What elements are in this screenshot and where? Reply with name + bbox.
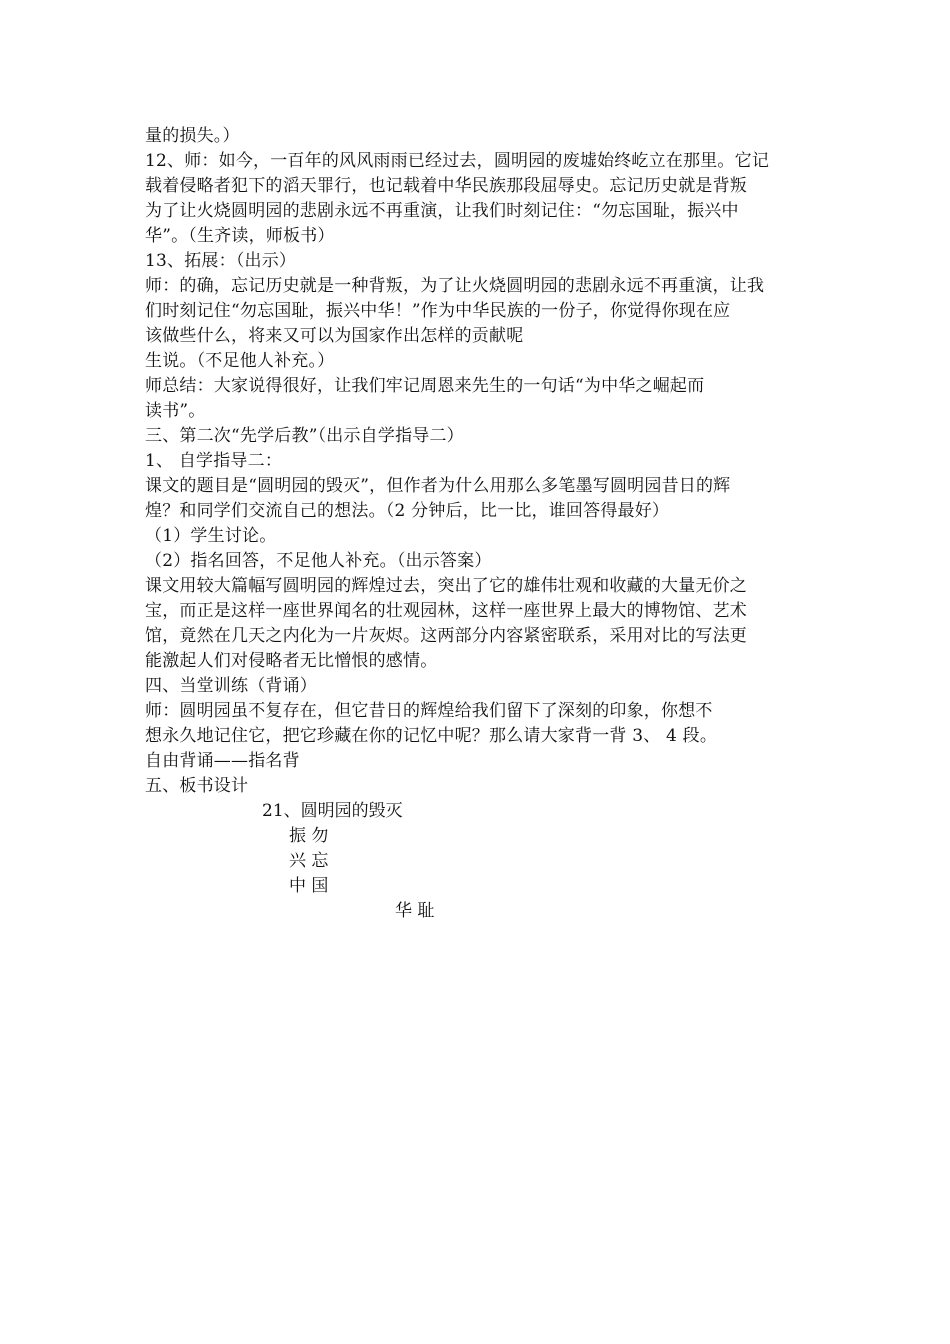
text-line: 13、拓展：（出示） bbox=[145, 251, 297, 271]
board-title: 21、圆明园的毁灭 bbox=[262, 801, 403, 821]
text-line: 宝，而正是这样一座世界闻名的壮观园林，这样一座世界上最大的博物馆、艺术 bbox=[145, 601, 747, 621]
section-heading: 四、当堂训练（背诵） bbox=[145, 676, 317, 696]
text-line: 课文的题目是“圆明园的毁灭”，但作者为什么用那么多笔墨写圆明园昔日的辉 bbox=[145, 476, 731, 496]
section-heading: 五、板书设计 bbox=[145, 776, 249, 796]
text-line: 想永久地记住它，把它珍藏在你的记忆中呢？那么请大家背一背 3、 4 段。 bbox=[145, 726, 718, 746]
text-line: 自由背诵——指名背 bbox=[145, 751, 300, 771]
text-line: 能激起人们对侵略者无比憎恨的感情。 bbox=[145, 651, 438, 671]
text-line: 们时刻记住“勿忘国耻，振兴中华！”作为中华民族的一份子，你觉得你现在应 bbox=[145, 301, 731, 321]
board-row: 兴 忘 bbox=[289, 851, 329, 871]
text-line: （1）学生讨论。 bbox=[145, 526, 277, 546]
text-line: 生说。（不足他人补充。） bbox=[145, 351, 335, 371]
text-line: 华”。（生齐读，师板书） bbox=[145, 226, 335, 246]
board-row: 华 耻 bbox=[395, 901, 435, 921]
text-line: 载着侵略者犯下的滔天罪行，也记载着中华民族那段屈辱史。忘记历史就是背叛 bbox=[145, 176, 747, 196]
text-line: （2）指名回答，不足他人补充。（出示答案） bbox=[145, 551, 492, 571]
text-line: 师：圆明园虽不复存在，但它昔日的辉煌给我们留下了深刻的印象，你想不 bbox=[145, 701, 713, 721]
text-line: 煌？和同学们交流自己的想法。（2 分钟后，比一比，谁回答得最好） bbox=[145, 501, 670, 521]
text-line: 该做些什么，将来又可以为国家作出怎样的贡献呢 bbox=[145, 326, 524, 346]
text-line: 量的损失。） bbox=[145, 126, 240, 146]
text-line: 12、师：如今，一百年的风风雨雨已经过去，圆明园的废墟始终屹立在那里。它记 bbox=[145, 151, 770, 171]
text-line: 读书”。 bbox=[145, 401, 206, 421]
text-line: 师总结：大家说得很好，让我们牢记周恩来先生的一句话“为中华之崛起而 bbox=[145, 376, 705, 396]
board-row: 振 勿 bbox=[289, 826, 329, 846]
text-line: 课文用较大篇幅写圆明园的辉煌过去，突出了它的雄伟壮观和收藏的大量无价之 bbox=[145, 576, 747, 596]
board-row: 中 国 bbox=[289, 876, 329, 896]
text-line: 1、 自学指导二： bbox=[145, 451, 283, 471]
text-line: 馆，竟然在几天之内化为一片灰烬。这两部分内容紧密联系，采用对比的写法更 bbox=[145, 626, 747, 646]
section-heading: 三、第二次“先学后教”（出示自学指导二） bbox=[145, 426, 464, 446]
text-line: 为了让火烧圆明园的悲剧永远不再重演，让我们时刻记住：“勿忘国耻，振兴中 bbox=[145, 201, 739, 221]
text-line: 师：的确，忘记历史就是一种背叛，为了让火烧圆明园的悲剧永远不再重演，让我 bbox=[145, 276, 765, 296]
